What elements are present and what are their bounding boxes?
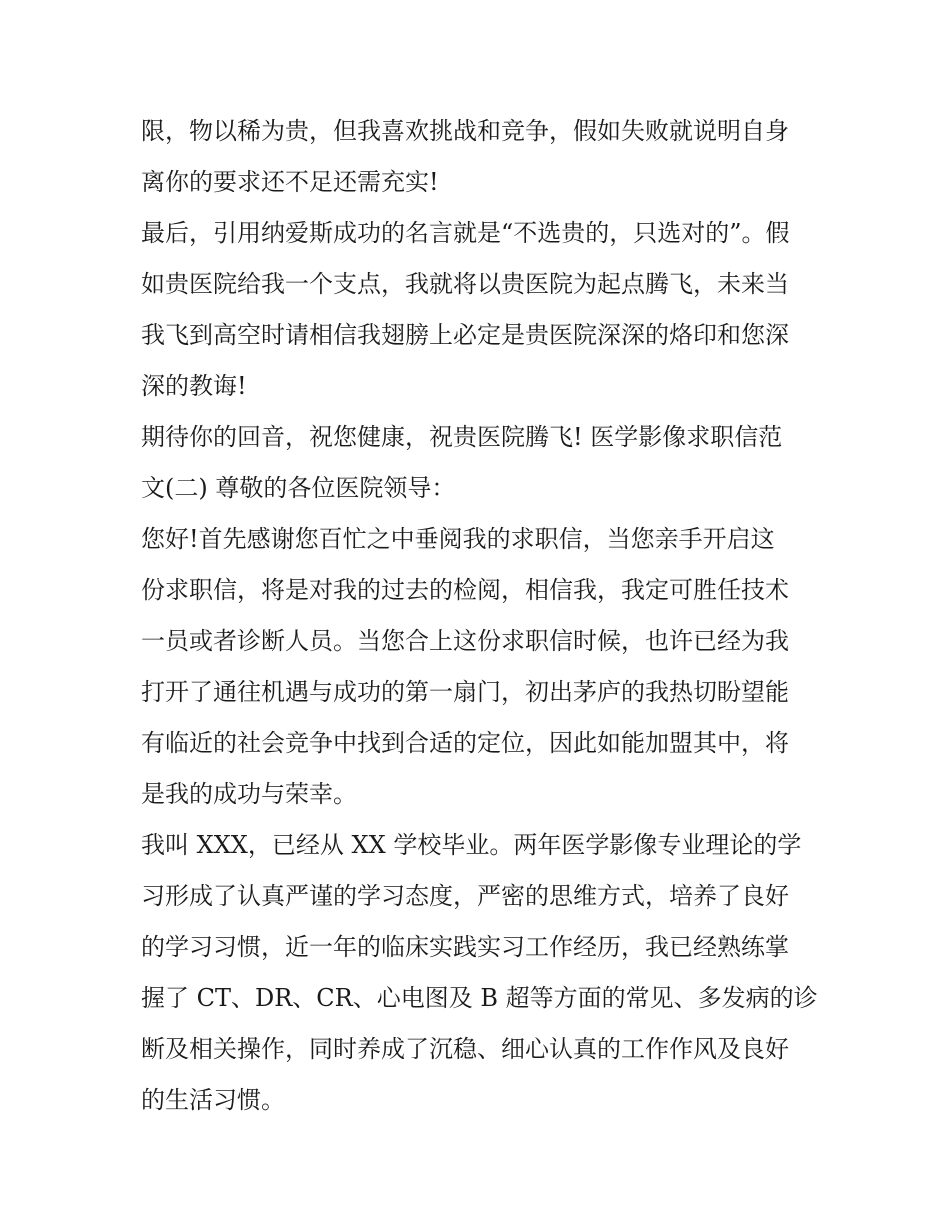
text-line: 您好!首先感谢您百忙之中垂阅我的求职信，当您亲手开启这 — [141, 525, 775, 553]
body-text — [141, 106, 821, 1126]
text-line: 我飞到高空时请相信我翅膀上必定是贵医院深深的烙印和您深 — [141, 321, 789, 349]
text-line: 我叫 XXX，已经从 XX 学校毕业。两年医学影像专业理论的学 — [141, 831, 802, 859]
text-line: 的学习习惯，近一年的临床实践实习工作经历，我已经熟练掌 — [141, 933, 789, 961]
text-line: 深的教诲! — [141, 372, 247, 400]
text-line: 断及相关操作，同时养成了沉稳、细心认真的工作作风及良好 — [141, 1035, 789, 1063]
text-line: 一员或者诊断人员。当您合上这份求职信时候，也许已经为我 — [141, 627, 789, 655]
text-line: 份求职信，将是对我的过去的检阅，相信我，我定可胜任技术 — [141, 576, 789, 604]
text-line: 如贵医院给我一个支点，我就将以贵医院为起点腾飞，未来当 — [141, 270, 789, 298]
text-line: 文(二) 尊敬的各位医院领导： — [141, 474, 456, 502]
text-line: 打开了通往机遇与成功的第一扇门，初出茅庐的我热切盼望能 — [141, 678, 789, 706]
text-line: 的生活习惯。 — [141, 1086, 285, 1114]
text-line: 离你的要求还不足还需充实! — [141, 168, 439, 196]
text-line: 习形成了认真严谨的学习态度，严密的思维方式，培养了良好 — [141, 882, 789, 910]
text-line: 期待你的回音，祝您健康，祝贵医院腾飞! 医学影像求职信范 — [141, 423, 783, 451]
text-line: 是我的成功与荣幸。 — [141, 780, 357, 808]
text-line: 最后，引用纳爱斯成功的名言就是“不选贵的，只选对的”。假 — [141, 219, 790, 247]
text-line: 握了 CT、DR、CR、心电图及 B 超等方面的常见、多发病的诊 — [141, 984, 818, 1012]
text-line: 限，物以稀为贵，但我喜欢挑战和竞争，假如失败就说明自身 — [141, 117, 789, 145]
text-line: 有临近的社会竞争中找到合适的定位，因此如能加盟其中，将 — [141, 729, 789, 757]
